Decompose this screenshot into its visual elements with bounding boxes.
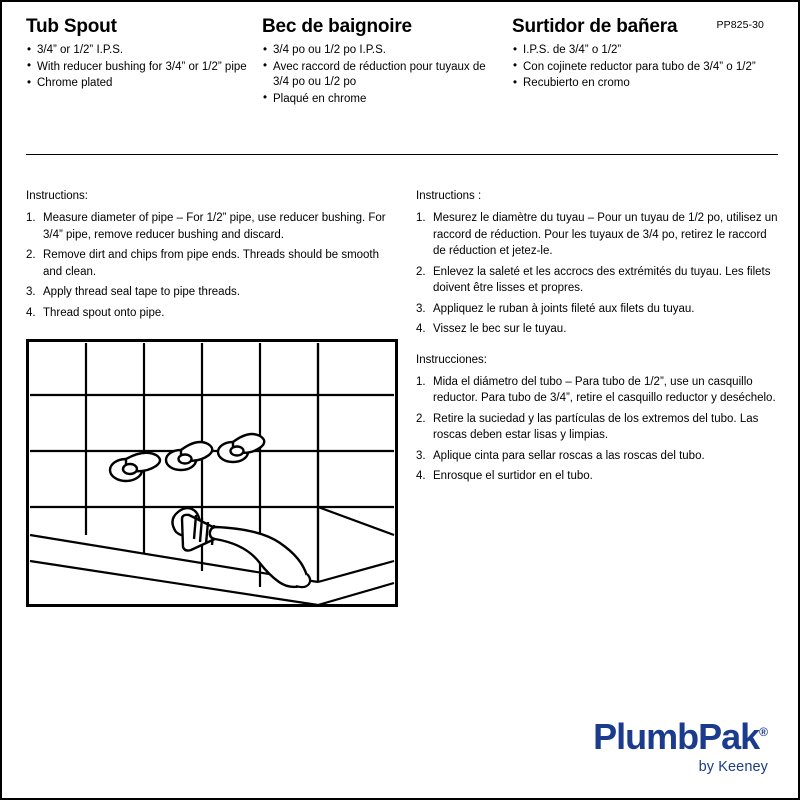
- page-title-spanish: Surtidor de bañera: [512, 16, 678, 37]
- instructions-heading-french: Instructions :: [416, 190, 482, 202]
- list-item: Mesurez le diamètre du tuyau – Pour un tuyau de 1/2 po, utilisez un raccord de réduction. Pour les tuyaux de 3/4 po, retirez le raccord de réduction et jetez-le.: [433, 212, 778, 257]
- list-item: • Chrome plated: [26, 76, 252, 92]
- list-item: Thread spout onto pipe.: [43, 306, 165, 319]
- list-item: • Con cojinete reductor para tubo de 3/4” o 1/2”: [512, 60, 764, 76]
- list-item: • I.P.S. de 3/4” o 1/2”: [512, 43, 764, 59]
- list-item: Remove dirt and chips from pipe ends. Threads should be smooth and clean.: [43, 249, 380, 278]
- list-item: Measure diameter of pipe – For 1/2” pipe, use reducer bushing. For 3/4” pipe, remove reducer bushing and discard.: [43, 212, 386, 241]
- header-column-spanish: [512, 16, 764, 108]
- logo-wordmark: [593, 713, 768, 756]
- registered-trademark-icon: ®: [759, 725, 768, 739]
- page-title-english: Tub Spout: [26, 16, 117, 37]
- list-item: • 3/4 po ou 1/2 po I.P.S.: [262, 43, 502, 59]
- logo-tagline: by Keeney: [698, 759, 768, 775]
- feature-list-french: [262, 43, 502, 107]
- steps-list-spanish: [416, 374, 778, 485]
- header: [2, 2, 800, 108]
- instructions-heading-english: Instructions:: [26, 190, 88, 202]
- list-item: Enrosque el surtidor en el tubo.: [433, 470, 593, 482]
- list-item: • With reducer bushing for 3/4” or 1/2” pipe: [26, 60, 252, 76]
- list-item: Vissez le bec sur le tuyau.: [433, 323, 567, 335]
- list-item: • Avec raccord de réduction pour tuyaux de 3/4 po ou 1/2 po: [262, 60, 502, 91]
- logo-word-pak: Pak: [698, 716, 760, 757]
- header-column-english: [26, 16, 262, 108]
- steps-list-english: [26, 210, 400, 321]
- list-item: • Plaqué en chrome: [262, 92, 502, 108]
- steps-list-french: [416, 210, 778, 338]
- header-column-french: [262, 16, 512, 108]
- horizontal-divider: [26, 154, 778, 155]
- model-number: PP825-30: [716, 19, 764, 31]
- instructions-french-spanish: [416, 188, 778, 499]
- list-item: Apply thread seal tape to pipe threads.: [43, 286, 240, 298]
- list-item: Mida el diámetro del tubo – Para tubo de 1/2”, use un casquillo reductor. Para tubo de 3/4”, retire el casquillo reductor y deséchelo.: [433, 375, 776, 404]
- list-item: • Recubierto en cromo: [512, 76, 764, 92]
- list-item: Retire la suciedad y las partículas de los extremos del tubo. Las roscas deben estar lisas y limpias.: [433, 412, 759, 441]
- tub-spout-diagram: [26, 339, 398, 607]
- instructions-heading-spanish: Instrucciones:: [416, 353, 487, 366]
- feature-list-spanish: [512, 43, 764, 92]
- product-illustration: [26, 339, 398, 607]
- list-item: Aplique cinta para sellar roscas a las roscas del tubo.: [433, 449, 705, 462]
- list-item: Enlevez la saleté et les accrocs des extrémités du tuyau. Les filets doivent être lisses et propres.: [433, 265, 771, 294]
- feature-list-english: [26, 43, 252, 92]
- list-item: • 3/4” or 1/2” I.P.S.: [26, 43, 252, 59]
- brand-logo: [593, 713, 768, 776]
- logo-word-plumb: Plumb: [593, 716, 699, 757]
- page-title-french: Bec de baignoire: [262, 16, 412, 37]
- list-item: Appliquez le ruban à joints fileté aux filets du tuyau.: [433, 302, 695, 315]
